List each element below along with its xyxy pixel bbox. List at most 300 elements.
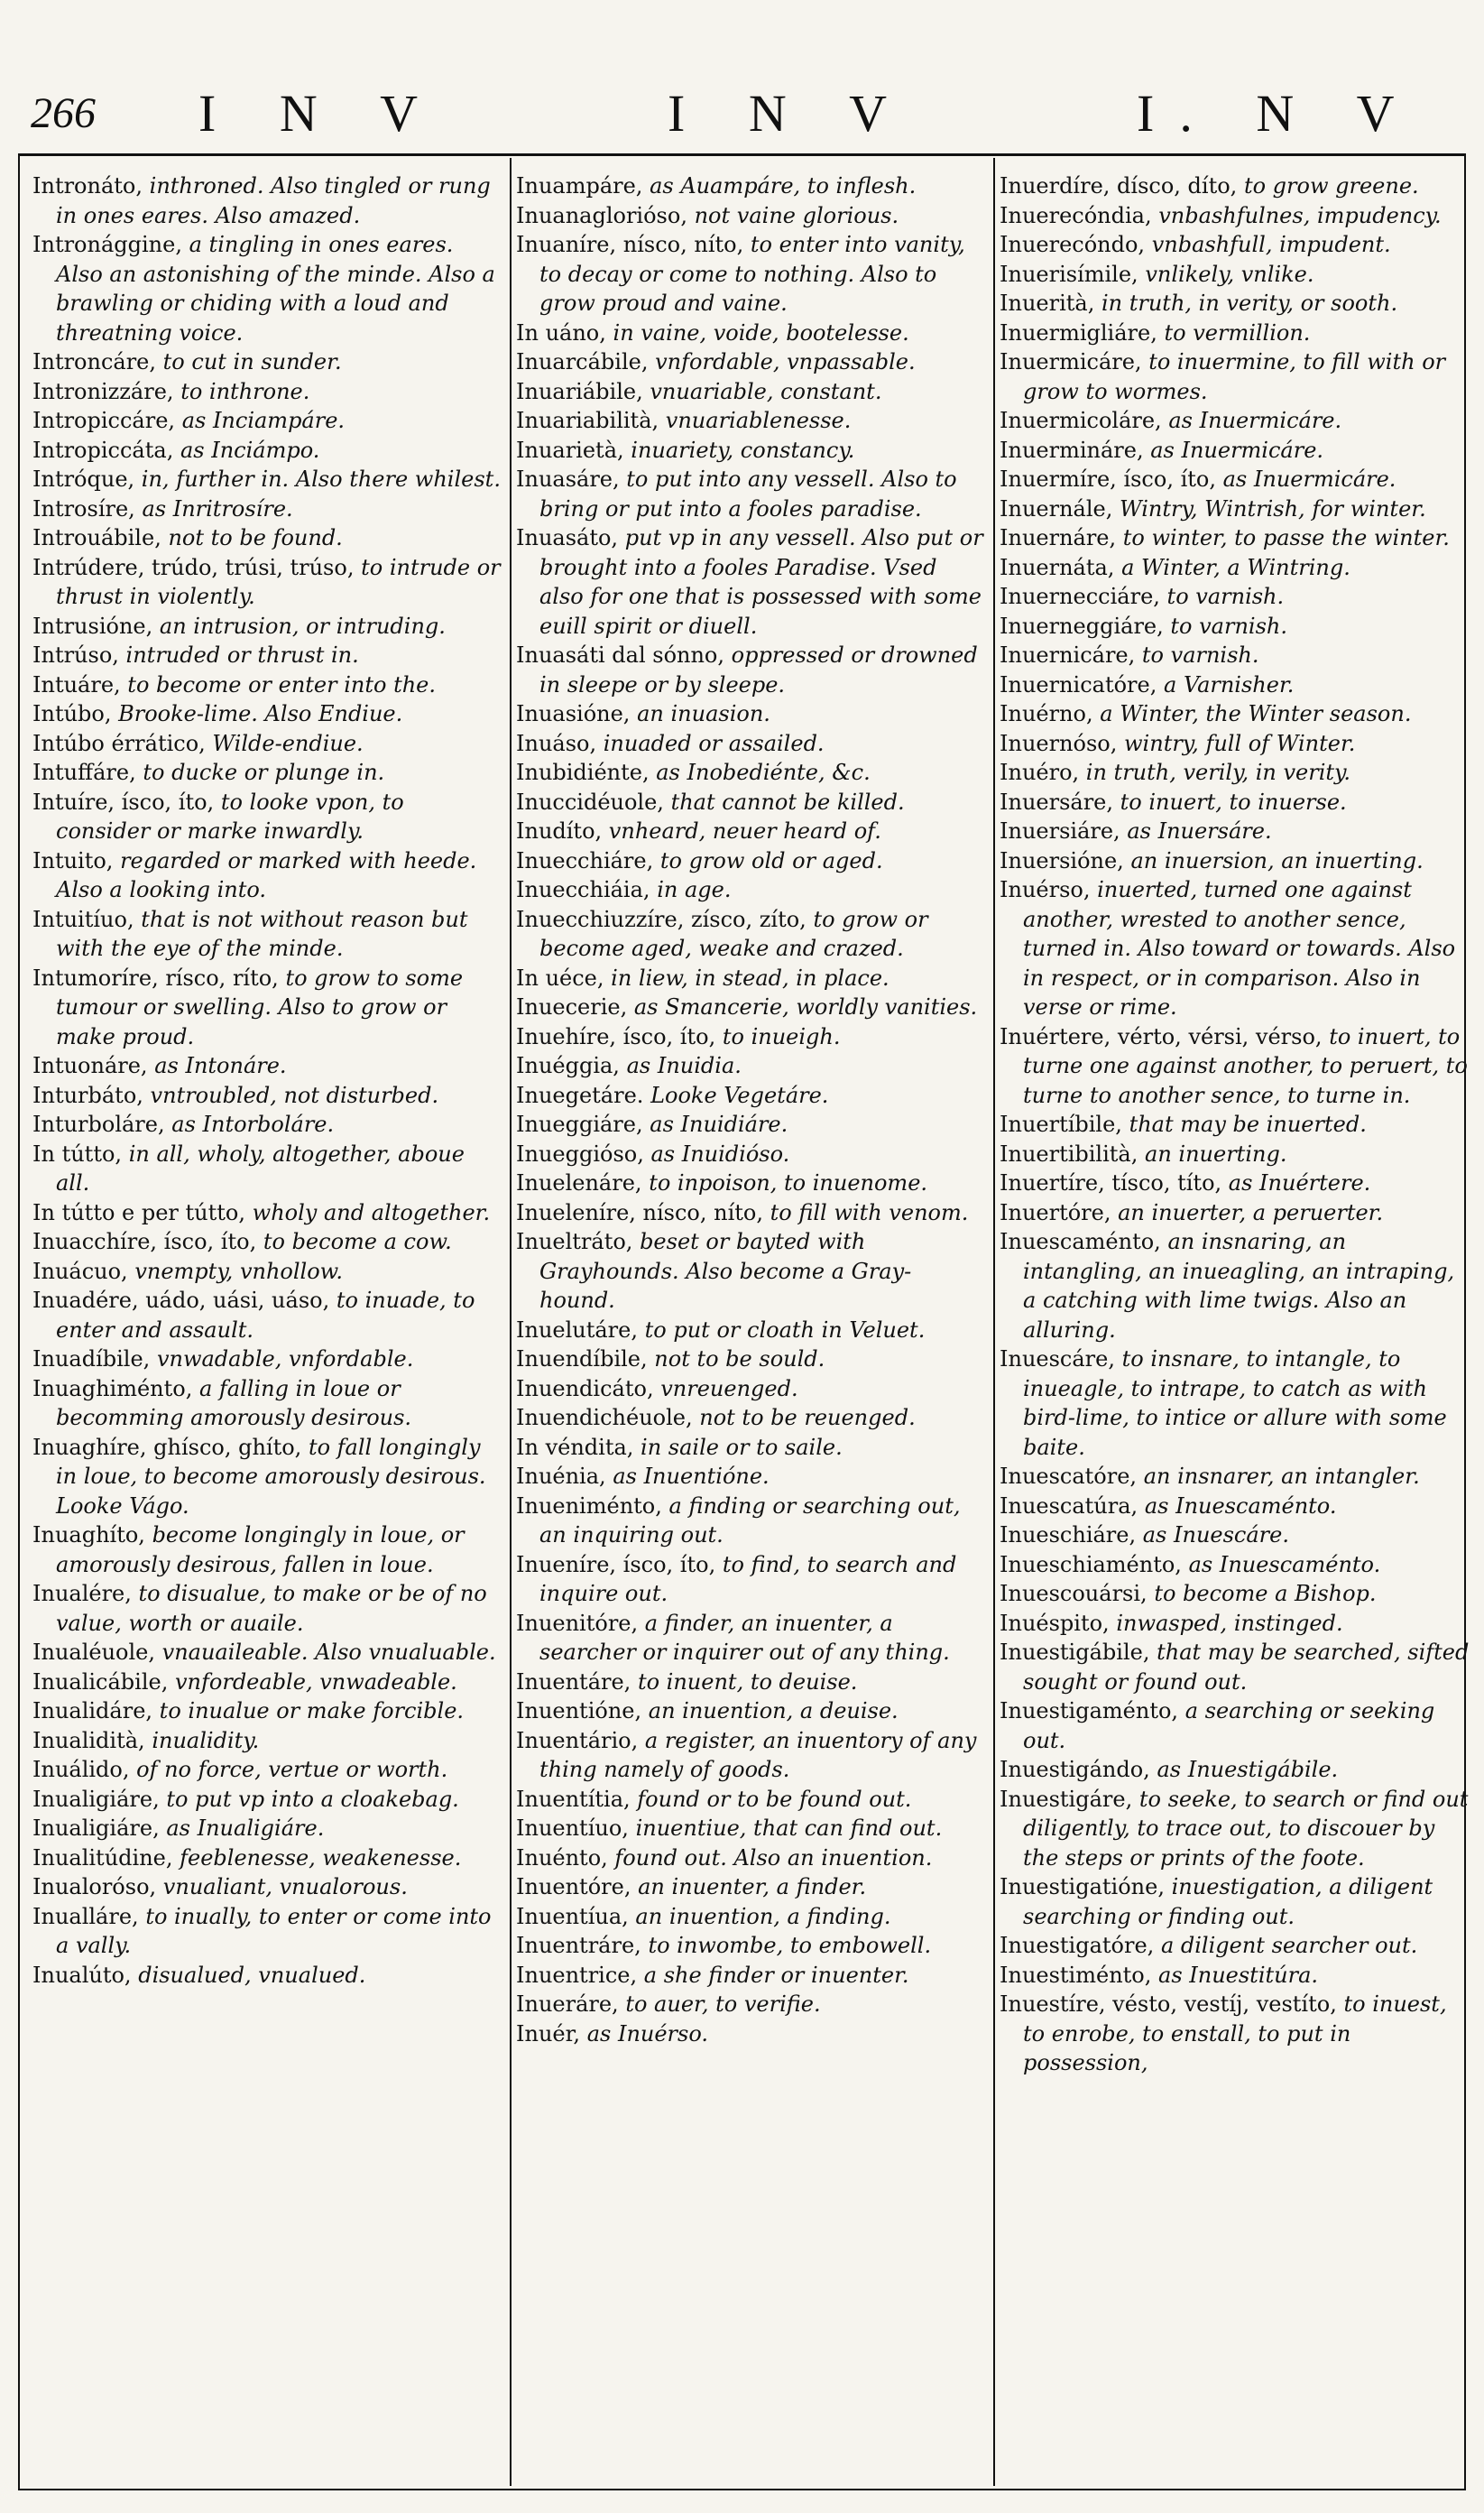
entry-headword: In tútto e per tútto,: [32, 1199, 246, 1225]
entry-headword: Inualláre,: [32, 1903, 139, 1929]
entry-headword: In tútto,: [32, 1141, 123, 1167]
entry-definition: vnlikely, vnlike.: [1145, 261, 1314, 287]
entry-headword: Inuerità,: [1000, 291, 1095, 316]
entry-definition: as Inuescaménto.: [1188, 1551, 1381, 1577]
dictionary-entry: [516, 1843, 987, 1873]
dictionary-entry: [32, 905, 503, 964]
page-number: 266: [31, 89, 96, 137]
entry-headword: Intronággine,: [32, 232, 182, 257]
dictionary-entry: [1000, 1609, 1470, 1639]
entry-headword: Inuénia,: [516, 1464, 606, 1489]
dictionary-entry: [32, 230, 503, 347]
header-rule: [18, 153, 1466, 156]
entry-headword: Inuescáre,: [1000, 1346, 1115, 1372]
entry-definition: to vermillion.: [1164, 319, 1311, 346]
dictionary-entry: [1000, 1462, 1470, 1492]
dictionary-entry: [516, 1140, 987, 1169]
entry-headword: Inueggiáre,: [516, 1112, 643, 1137]
dictionary-entry: [1000, 1755, 1470, 1785]
dictionary-entry: [1000, 817, 1470, 846]
entry-headword: Inuaghiménto,: [32, 1375, 193, 1401]
entry-headword: Inuanaglorióso,: [516, 202, 687, 228]
entry-definition: found or to be found out.: [637, 1786, 912, 1812]
entry-headword: Inuerdíre, dísco, díto,: [1000, 173, 1238, 199]
dictionary-entry: [1000, 641, 1470, 670]
entry-definition: oppressed or drowned in sleepe or by sleepe.: [539, 642, 978, 698]
dictionary-entry: [516, 377, 987, 407]
dictionary-entry: [32, 1344, 503, 1374]
dictionary-entry: [516, 1110, 987, 1140]
entry-headword: Inuersáre,: [1000, 789, 1113, 815]
entry-definition: to auer, to verifie.: [625, 1991, 821, 2017]
dictionary-entry: [1000, 436, 1470, 466]
entry-headword: Inueltráto,: [516, 1229, 633, 1254]
entry-headword: Inuerneggiáre,: [1000, 613, 1164, 639]
dictionary-entry: [516, 1227, 987, 1316]
dictionary-entry: [1000, 465, 1470, 494]
entry-definition: to inuest, to enrobe, to enstall, to put in possession,: [1023, 1991, 1447, 2075]
entry-headword: Inuelenáre,: [516, 1170, 642, 1196]
entry-headword: Inuersiáre,: [1000, 818, 1120, 844]
column-divider: [993, 158, 995, 2486]
entry-definition: to inuade, to enter and assault.: [56, 1288, 475, 1343]
entry-headword: Inuerecóndia,: [1000, 202, 1152, 228]
entry-definition: not vaine glorious.: [694, 202, 899, 228]
entry-headword: Inuescatúra,: [1000, 1492, 1138, 1519]
entry-definition: intruded or thrust in.: [125, 642, 359, 668]
dictionary-entry: [516, 1550, 987, 1609]
entry-definition: a Winter, a Wintring.: [1121, 554, 1350, 580]
entry-headword: Intuíre, ísco, íto,: [32, 789, 215, 815]
dictionary-entry: [32, 494, 503, 524]
dictionary-entry: [32, 1696, 503, 1726]
entry-definition: to ducke or plunge in.: [143, 760, 385, 785]
dictionary-entry: [516, 1022, 987, 1052]
entry-headword: Inuéspito,: [1000, 1610, 1110, 1636]
entry-definition: as Inuermicáre.: [1168, 408, 1342, 433]
dictionary-entry: [1000, 1198, 1470, 1228]
dictionary-entry: [32, 964, 503, 1052]
entry-definition: inuerted, turned one against another, wrested to another sence, turned in. Also toward or towards. Also in respect, or in comparison. Also in verse or rime.: [1023, 877, 1456, 1020]
dictionary-entry: [1000, 670, 1470, 700]
entry-definition: Brooke-lime. Also Endiue.: [118, 701, 403, 726]
entry-headword: Inuescatóre,: [1000, 1464, 1138, 1489]
entry-definition: to become a cow.: [263, 1229, 452, 1254]
entry-headword: Inuermináre,: [1000, 437, 1144, 463]
entry-definition: as Inualigiáre.: [166, 1815, 325, 1841]
entry-headword: Inuescouársi,: [1000, 1581, 1148, 1606]
dictionary-entry: [516, 641, 987, 699]
entry-definition: to inthrone.: [180, 378, 310, 404]
entry-headword: Inuertíre, tísco, títo,: [1000, 1170, 1222, 1196]
dictionary-entry: [516, 171, 987, 201]
dictionary-page: [18, 36, 1470, 2499]
entry-definition: an inuersion, an inuerting.: [1130, 847, 1424, 873]
entry-definition: to winter, to passe the winter.: [1122, 525, 1450, 550]
dictionary-entry: [32, 1110, 503, 1140]
column-middle: [516, 171, 987, 2481]
dictionary-entry: [32, 1198, 503, 1228]
entry-headword: Intropiccáre,: [32, 408, 176, 433]
entry-headword: Introsíre,: [32, 495, 135, 522]
dictionary-entry: [516, 1726, 987, 1785]
dictionary-entry: [1000, 1961, 1470, 1991]
entry-definition: regarded or marked with heede. Also a looking into.: [56, 847, 477, 902]
dictionary-entry: [1000, 758, 1470, 788]
dictionary-entry: [1000, 1785, 1470, 1873]
entry-headword: Inuernicatóre,: [1000, 671, 1157, 698]
dictionary-entry: [1000, 553, 1470, 583]
entry-definition: to seeke, to search or find out diligently, to trace out, to discouer by the steps or prints of the foote.: [1023, 1786, 1469, 1871]
dictionary-entry: [1000, 1872, 1470, 1931]
entry-headword: Inuecerie,: [516, 994, 628, 1020]
entry-definition: Looke Vegetáre.: [650, 1082, 829, 1108]
entry-definition: as Inritrosíre.: [142, 495, 293, 522]
entry-definition: to grow greene.: [1243, 173, 1419, 199]
entry-definition: a she finder or inuenter.: [643, 1962, 909, 1988]
entry-headword: Inuacchíre, ísco, íto,: [32, 1229, 257, 1254]
dictionary-entry: [516, 1374, 987, 1404]
entry-definition: to varnish.: [1170, 613, 1287, 639]
column-left: [32, 171, 503, 2481]
dictionary-entry: [516, 1433, 987, 1463]
entry-definition: to inuent, to deuise.: [637, 1668, 858, 1695]
entry-headword: Inuérno,: [1000, 701, 1093, 726]
entry-definition: vnwadable, vnfordable.: [156, 1346, 414, 1372]
entry-definition: in age.: [657, 877, 732, 902]
entry-definition: as Smancerie, worldly vanities.: [633, 994, 978, 1020]
dictionary-entry: [516, 993, 987, 1022]
column-divider: [510, 158, 512, 2486]
dictionary-entry: [32, 758, 503, 788]
entry-headword: Intuonáre,: [32, 1053, 148, 1078]
dictionary-entry: [516, 788, 987, 818]
entry-headword: Inuampáre,: [516, 173, 643, 199]
dictionary-entry: [32, 1286, 503, 1344]
entry-definition: to inualue or make forcible.: [159, 1698, 465, 1723]
entry-headword: Inuénto,: [516, 1844, 608, 1871]
entry-headword: Introuábile,: [32, 525, 161, 550]
dictionary-entry: [32, 1961, 503, 1991]
dictionary-entry: [516, 875, 987, 905]
entry-definition: as Inuermicáre.: [1222, 467, 1396, 492]
entry-definition: as Inuidia.: [626, 1053, 742, 1078]
entry-definition: to inuert, to inuerse.: [1120, 789, 1347, 815]
entry-definition: in truth, verily, in verity.: [1085, 760, 1351, 785]
dictionary-entry: [32, 1726, 503, 1756]
entry-headword: Inuarcábile,: [516, 349, 649, 374]
entry-headword: Inuernóso,: [1000, 730, 1118, 756]
entry-headword: Intumoríre, rísco, ríto,: [32, 965, 279, 991]
entry-definition: a finding or searching out, an inquiring out.: [539, 1492, 961, 1548]
entry-headword: Intuffáre,: [32, 760, 136, 785]
dictionary-entry: [516, 1462, 987, 1492]
entry-definition: to put vp into a cloakebag.: [166, 1786, 459, 1812]
dictionary-entry: [1000, 1169, 1470, 1198]
dictionary-entry: [1000, 1344, 1470, 1462]
dictionary-entry: [1000, 319, 1470, 348]
bottom-rule: [18, 2489, 1466, 2490]
dictionary-entry: [32, 1433, 503, 1521]
entry-headword: Inuermíre, ísco, íto,: [1000, 467, 1216, 492]
dictionary-entry: [516, 1902, 987, 1932]
entry-headword: Inuadére, uádo, uási, uáso,: [32, 1288, 330, 1313]
entry-headword: Inuéggia,: [516, 1053, 620, 1078]
entry-headword: Inuecchiáia,: [516, 877, 650, 902]
dictionary-entry: [1000, 612, 1470, 642]
entry-headword: Intúbo,: [32, 701, 112, 726]
entry-definition: to grow to some tumour or swelling. Also to grow or make proud.: [56, 965, 464, 1049]
dictionary-entry: [32, 1638, 503, 1668]
entry-headword: Inuácuo,: [32, 1258, 128, 1284]
dictionary-entry: [1000, 846, 1470, 876]
entry-headword: Intuito,: [32, 847, 114, 873]
entry-headword: Inualigiáre,: [32, 1815, 160, 1841]
entry-definition: inwasped, instinged.: [1116, 1610, 1343, 1636]
entry-headword: Inuentítia,: [516, 1786, 631, 1812]
dictionary-entry: [1000, 1520, 1470, 1550]
dictionary-entry: [516, 964, 987, 993]
entry-definition: in, further in. Also there whilest.: [141, 467, 501, 492]
entry-definition: as Inobediénte, &c.: [656, 760, 871, 785]
dictionary-entry: [32, 1785, 503, 1815]
entry-definition: put vp in any vessell. Also put or brought into a fooles Paradise. Vsed also for one that is possessed with some euill spirit or diuell.: [539, 525, 983, 639]
dictionary-entry: [32, 1755, 503, 1785]
entry-definition: in truth, in verity, or sooth.: [1101, 291, 1398, 316]
entry-headword: Inuáso,: [516, 730, 597, 756]
entry-headword: Inuernecciáre,: [1000, 584, 1160, 609]
entry-definition: as Inuidiáre.: [650, 1112, 788, 1137]
entry-definition: an insnaring, an intangling, an inueagling, an intraping, a catching with lime twigs. Also an alluring.: [1023, 1229, 1455, 1343]
entry-headword: Inudíto,: [516, 818, 603, 844]
entry-headword: Inuestíre, vésto, vestíj, vestíto,: [1000, 1991, 1337, 2017]
entry-definition: to inpoison, to inuenome.: [649, 1170, 928, 1196]
entry-headword: Inueleníre, nísco, níto,: [516, 1199, 763, 1225]
dictionary-entry: [516, 1609, 987, 1668]
entry-definition: a searching or seeking out.: [1023, 1698, 1435, 1753]
entry-definition: an inuasion.: [637, 701, 770, 726]
dictionary-entry: [1000, 1110, 1470, 1140]
dictionary-entry: [516, 1785, 987, 1815]
entry-definition: vnfordable, vnpassable.: [655, 349, 916, 374]
entry-headword: Inuernicáre,: [1000, 642, 1136, 668]
entry-definition: an inuerter, a peruerter.: [1118, 1199, 1384, 1225]
dictionary-entry: [516, 347, 987, 377]
dictionary-entry: [1000, 1492, 1470, 1521]
entry-headword: Inualidità,: [32, 1727, 145, 1753]
dictionary-entry: [516, 319, 987, 348]
entry-definition: vnfordeable, vnwadeable.: [175, 1668, 457, 1695]
entry-headword: Inubidiénte,: [516, 760, 650, 785]
dictionary-entry: [1000, 1696, 1470, 1755]
entry-headword: Inuaghíto,: [32, 1522, 145, 1548]
entry-definition: inualidity.: [152, 1727, 260, 1753]
entry-headword: Inuentíuo,: [516, 1815, 629, 1841]
entry-headword: Intróque,: [32, 467, 135, 492]
dictionary-entry: [1000, 1931, 1470, 1961]
entry-definition: as Inuestitúra.: [1158, 1962, 1319, 1988]
dictionary-entry: [516, 817, 987, 846]
entry-headword: Inuaghíre, ghísco, ghíto,: [32, 1434, 302, 1460]
entry-definition: an intrusion, or intruding.: [159, 613, 446, 639]
dictionary-entry: [516, 758, 987, 788]
entry-definition: to become a Bishop.: [1154, 1581, 1377, 1606]
dictionary-entry: [1000, 1579, 1470, 1609]
column-right: [1000, 171, 1470, 2481]
entry-definition: to inuert, to turne one against another, to peruert, to turne to another sence, to turne in.: [1023, 1023, 1468, 1108]
entry-headword: Inualére,: [32, 1581, 132, 1606]
entry-definition: a finder, an inuenter, a searcher or inquirer out of any thing.: [539, 1610, 950, 1665]
entry-definition: wintry, full of Winter.: [1124, 730, 1356, 756]
dictionary-entry: [32, 1140, 503, 1198]
entry-definition: vnauaileable. Also vnualuable.: [161, 1640, 496, 1665]
dictionary-entry: [1000, 523, 1470, 553]
dictionary-entry: [32, 1902, 503, 1961]
entry-definition: to put into any vessell. Also to bring or put into a fooles paradise.: [539, 467, 957, 522]
entry-headword: Intúbo érrático,: [32, 730, 206, 756]
entry-headword: Inuersióne,: [1000, 847, 1124, 873]
entry-headword: Inualoróso,: [32, 1874, 157, 1899]
entry-definition: to varnish.: [1166, 584, 1285, 609]
dictionary-entry: [516, 465, 987, 523]
entry-headword: Inuendíbile,: [516, 1346, 648, 1372]
dictionary-entry: [516, 1051, 987, 1081]
entry-headword: Inuestigábile,: [1000, 1640, 1150, 1665]
entry-headword: Intropiccáta,: [32, 437, 174, 463]
entry-headword: Intronizzáre,: [32, 378, 174, 404]
dictionary-entry: [1000, 1140, 1470, 1169]
dictionary-entry: [32, 1257, 503, 1287]
entry-headword: Inuentóre,: [516, 1874, 631, 1899]
dictionary-entry: [32, 171, 503, 230]
dictionary-entry: [32, 553, 503, 612]
entry-headword: Intuáre,: [32, 671, 121, 698]
entry-headword: Inuértere, vérto, vérsi, vérso,: [1000, 1023, 1323, 1049]
entry-definition: to find, to search and inquire out.: [539, 1551, 957, 1606]
entry-definition: inuariety, constancy.: [631, 437, 855, 463]
dictionary-entry: [516, 1316, 987, 1345]
entry-headword: Inuerisímile,: [1000, 261, 1138, 287]
entry-definition: vnualiant, vnualorous.: [162, 1874, 408, 1899]
entry-headword: Inuernáre,: [1000, 525, 1117, 550]
entry-definition: as Intorboláre.: [171, 1112, 335, 1137]
entry-definition: as Inuentióne.: [613, 1464, 770, 1489]
entry-definition: vntroubled, not disturbed.: [150, 1082, 439, 1108]
entry-definition: as Inciámpo.: [180, 437, 320, 463]
entry-definition: inthroned. Also tingled or rung in ones eares. Also amazed.: [56, 173, 491, 228]
entry-definition: in all, wholy, altogether, aboue all.: [56, 1141, 465, 1196]
entry-definition: that may be searched, sifted sought or found out.: [1023, 1640, 1470, 1695]
entry-headword: Inuér,: [516, 2020, 581, 2046]
entry-headword: Inuccidéuole,: [516, 789, 664, 815]
entry-headword: Inuariábile,: [516, 378, 643, 404]
entry-headword: Inuestigándo,: [1000, 1757, 1150, 1782]
dictionary-entry: [32, 670, 503, 700]
running-head-right: I. N V: [1137, 84, 1420, 143]
dictionary-entry: [1000, 289, 1470, 319]
entry-definition: to inually, to enter or come into a vally.: [56, 1903, 492, 1958]
entry-definition: that is not without reason but with the eye of the minde.: [56, 906, 468, 961]
entry-headword: In véndita,: [516, 1434, 634, 1460]
dictionary-entry: [1000, 1022, 1470, 1111]
entry-definition: as Inuestigábile.: [1157, 1757, 1339, 1782]
entry-headword: Intrusióne,: [32, 613, 153, 639]
entry-definition: not to be found.: [168, 525, 343, 550]
entry-definition: as Inuescáre.: [1142, 1522, 1289, 1548]
entry-definition: an inuention, a finding.: [635, 1903, 891, 1929]
entry-headword: Inualéuole,: [32, 1640, 155, 1665]
entry-definition: Wilde-endiue.: [212, 730, 364, 756]
entry-headword: Inuernáta,: [1000, 554, 1115, 580]
entry-definition: a register, an inuentory of any thing namely of goods.: [539, 1727, 977, 1782]
dictionary-entry: [516, 230, 987, 319]
entry-headword: Inuernále,: [1000, 495, 1113, 522]
entry-definition: not to be sould.: [654, 1346, 825, 1372]
dictionary-entry: [516, 1492, 987, 1550]
entry-definition: as Inuérso.: [586, 2020, 708, 2046]
entry-headword: Inuescaménto,: [1000, 1229, 1161, 1254]
entry-definition: to varnish.: [1141, 642, 1259, 668]
entry-headword: Inuestigáre,: [1000, 1786, 1133, 1812]
entry-definition: that may be inuerted.: [1129, 1112, 1367, 1137]
entry-headword: Inuendicáto,: [516, 1375, 654, 1401]
dictionary-entry: [1000, 875, 1470, 1022]
entry-definition: to inueigh.: [722, 1023, 841, 1049]
entry-headword: Inuaníre, nísco, níto,: [516, 232, 744, 257]
entry-headword: Intrúso,: [32, 642, 119, 668]
dictionary-entry: [32, 1668, 503, 1697]
dictionary-entry: [1000, 699, 1470, 729]
entry-definition: as Inciampáre.: [181, 408, 346, 433]
entry-headword: Inturbáto,: [32, 1082, 143, 1108]
entry-headword: Inuentrice,: [516, 1962, 638, 1988]
dictionary-entry: [32, 1843, 503, 1873]
entry-definition: to looke vpon, to consider or marke inwardly.: [56, 789, 404, 844]
entry-headword: Inualicábile,: [32, 1668, 169, 1695]
entry-definition: feeblenesse, weakenesse.: [180, 1844, 462, 1871]
entry-headword: Inuariabilità,: [516, 408, 659, 433]
entry-headword: Inueráre,: [516, 1991, 619, 2017]
dictionary-entry: [1000, 729, 1470, 759]
entry-headword: Introncáre,: [32, 349, 157, 374]
entry-definition: vnbashfulnes, impudency.: [1158, 202, 1442, 228]
entry-definition: vnempty, vnhollow.: [134, 1258, 343, 1284]
entry-headword: Inuarietà,: [516, 437, 624, 463]
entry-headword: Inuasáti dal sónno,: [516, 642, 725, 668]
entry-definition: as Inuescaménto.: [1144, 1492, 1337, 1519]
entry-definition: disualued, vnualued.: [138, 1962, 366, 1988]
entry-headword: Intronáto,: [32, 173, 143, 199]
entry-definition: a Winter, the Winter season.: [1100, 701, 1412, 726]
entry-headword: Inuentário,: [516, 1727, 639, 1753]
entry-definition: found out. Also an inuention.: [614, 1844, 933, 1871]
entry-definition: vnbashfull, impudent.: [1151, 232, 1391, 257]
entry-definition: to grow or become aged, weake and crazed.: [539, 906, 928, 961]
dictionary-entry: [32, 1579, 503, 1638]
entry-headword: In uáno,: [516, 319, 606, 346]
dictionary-entry: [1000, 582, 1470, 612]
dictionary-entry: [32, 729, 503, 759]
entry-definition: beset or bayted with Grayhounds. Also become a Gray-hound.: [539, 1229, 912, 1313]
entry-headword: Inuentráre,: [516, 1933, 641, 1958]
entry-definition: as Intonáre.: [154, 1053, 287, 1078]
dictionary-entry: [516, 1403, 987, 1433]
entry-definition: as Inuértere.: [1228, 1170, 1371, 1196]
entry-definition: a tingling in ones eares. Also an astonishing of the minde. Also a brawling or chiding with a loud and threatning voice.: [56, 232, 495, 346]
dictionary-entry: [32, 1872, 503, 1902]
dictionary-entry: [32, 1814, 503, 1843]
dictionary-entry: [1000, 494, 1470, 524]
